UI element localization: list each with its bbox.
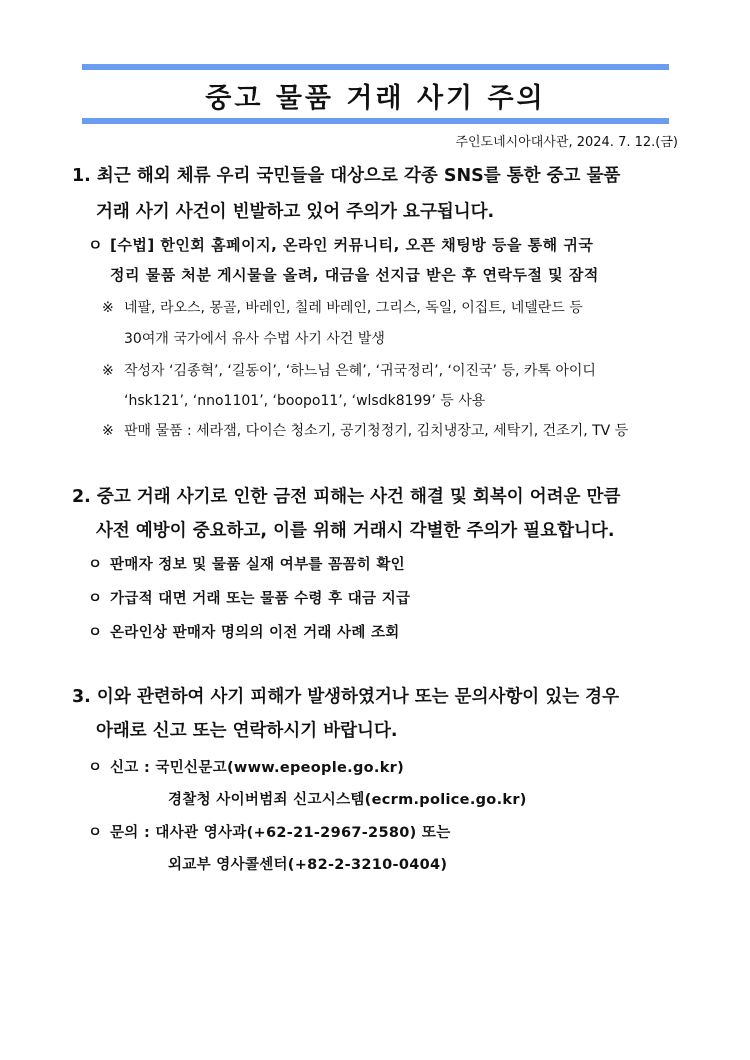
section1-heading-line2: 거래 사기 사건이 빈발하고 있어 주의가 요구됩니다. [96,202,495,222]
page-title: 중고 물품 거래 사기 주의 [205,83,546,114]
report-epeople: 국민신문고(www.epeople.go.kr) [155,760,405,776]
report-item [88,756,404,777]
report-label: 신고 : [110,760,151,776]
section2-heading-line2: 사전 예방이 중요하고, 이를 위해 거래시 각별한 주의가 필요합니다. [96,521,615,541]
inquiry-callcenter: 외교부 영사콜센터(+82-2-3210-0404) [168,857,448,873]
section1-heading-line1: 1. 최근 해외 체류 우리 국민들을 대상으로 각종 SNS를 통한 중고 물품 [72,166,621,186]
bullet-marker: ㅇ [88,825,103,841]
note-text-cont: 30여개 국가에서 유사 수법 사기 사건 발생 [124,331,385,347]
bullet-text: 가급적 대면 거래 또는 물품 수령 후 대금 지급 [110,591,411,607]
inquiry-label: 문의 : [110,825,151,841]
top-divider-bar [82,64,669,70]
section2-bullet [88,587,410,608]
section2-heading-line1: 2. 중고 거래 사기로 인한 금전 피해는 사건 해결 및 회복이 어려운 만큼 [72,487,621,507]
note-text: 네팔, 라오스, 몽골, 바레인, 칠레 바레인, 그리스, 독일, 이집트, 네델란드 등 [124,300,583,316]
section2-bullet [88,553,405,574]
bullet-marker: ㅇ [88,625,103,641]
note-item [102,360,596,380]
note-item [102,420,628,440]
bullet-marker: ㅇ [88,236,103,254]
bullet-text: 판매자 정보 및 물품 실재 여부를 꼼꼼히 확인 [110,557,405,573]
note-marker: ※ [102,423,114,439]
bullet-text: [수법] 한인회 홈페이지, 온라인 커뮤니티, 오픈 채팅방 등을 통해 귀국 [110,236,594,254]
note-text: 판매 물품 : 세라잼, 다이슨 청소기, 공기청정기, 김치냉장고, 세탁기, 건조기, TV 등 [124,423,629,439]
section2-bullet [88,621,400,642]
report-police: 경찰청 사이버범죄 신고시스템(ecrm.police.go.kr) [168,792,527,808]
section1-bullet-line1 [88,234,593,255]
inquiry-embassy: 대사관 영사과(+62-21-2967-2580) 또는 [155,825,451,841]
bullet-marker: ㅇ [88,591,103,607]
inquiry-item [88,821,451,842]
bullet-text: 온라인상 판매자 명의의 이전 거래 사례 조회 [110,625,400,641]
bullet-marker: ㅇ [88,760,103,776]
section1-bullet-line2: 정리 물품 처분 게시물을 올려, 대금을 선지급 받은 후 연락두절 및 잠적 [110,266,599,284]
note-marker: ※ [102,363,114,379]
section3-heading-line1: 3. 이와 관련하여 사기 피해가 발생하였거나 또는 문의사항이 있는 경우 [72,687,619,707]
note-item [102,297,583,317]
note-text-cont: ‘hsk121’, ‘nno1101’, ‘boopo11’, ‘wlsdk8199’ 등 사용 [124,393,486,409]
issuer-date: 주인도네시아대사관, 2024. 7. 12.(금) [455,135,678,150]
note-marker: ※ [102,300,114,316]
bottom-divider-bar [82,118,669,124]
note-text: 작성자 ‘김종혁’, ‘길동이’, ‘하느님 은혜’, ‘귀국정리’, ‘이진국’ 등, 카톡 아이디 [124,363,596,379]
section3-heading-line2: 아래로 신고 또는 연락하시기 바랍니다. [96,721,398,741]
bullet-marker: ㅇ [88,557,103,573]
